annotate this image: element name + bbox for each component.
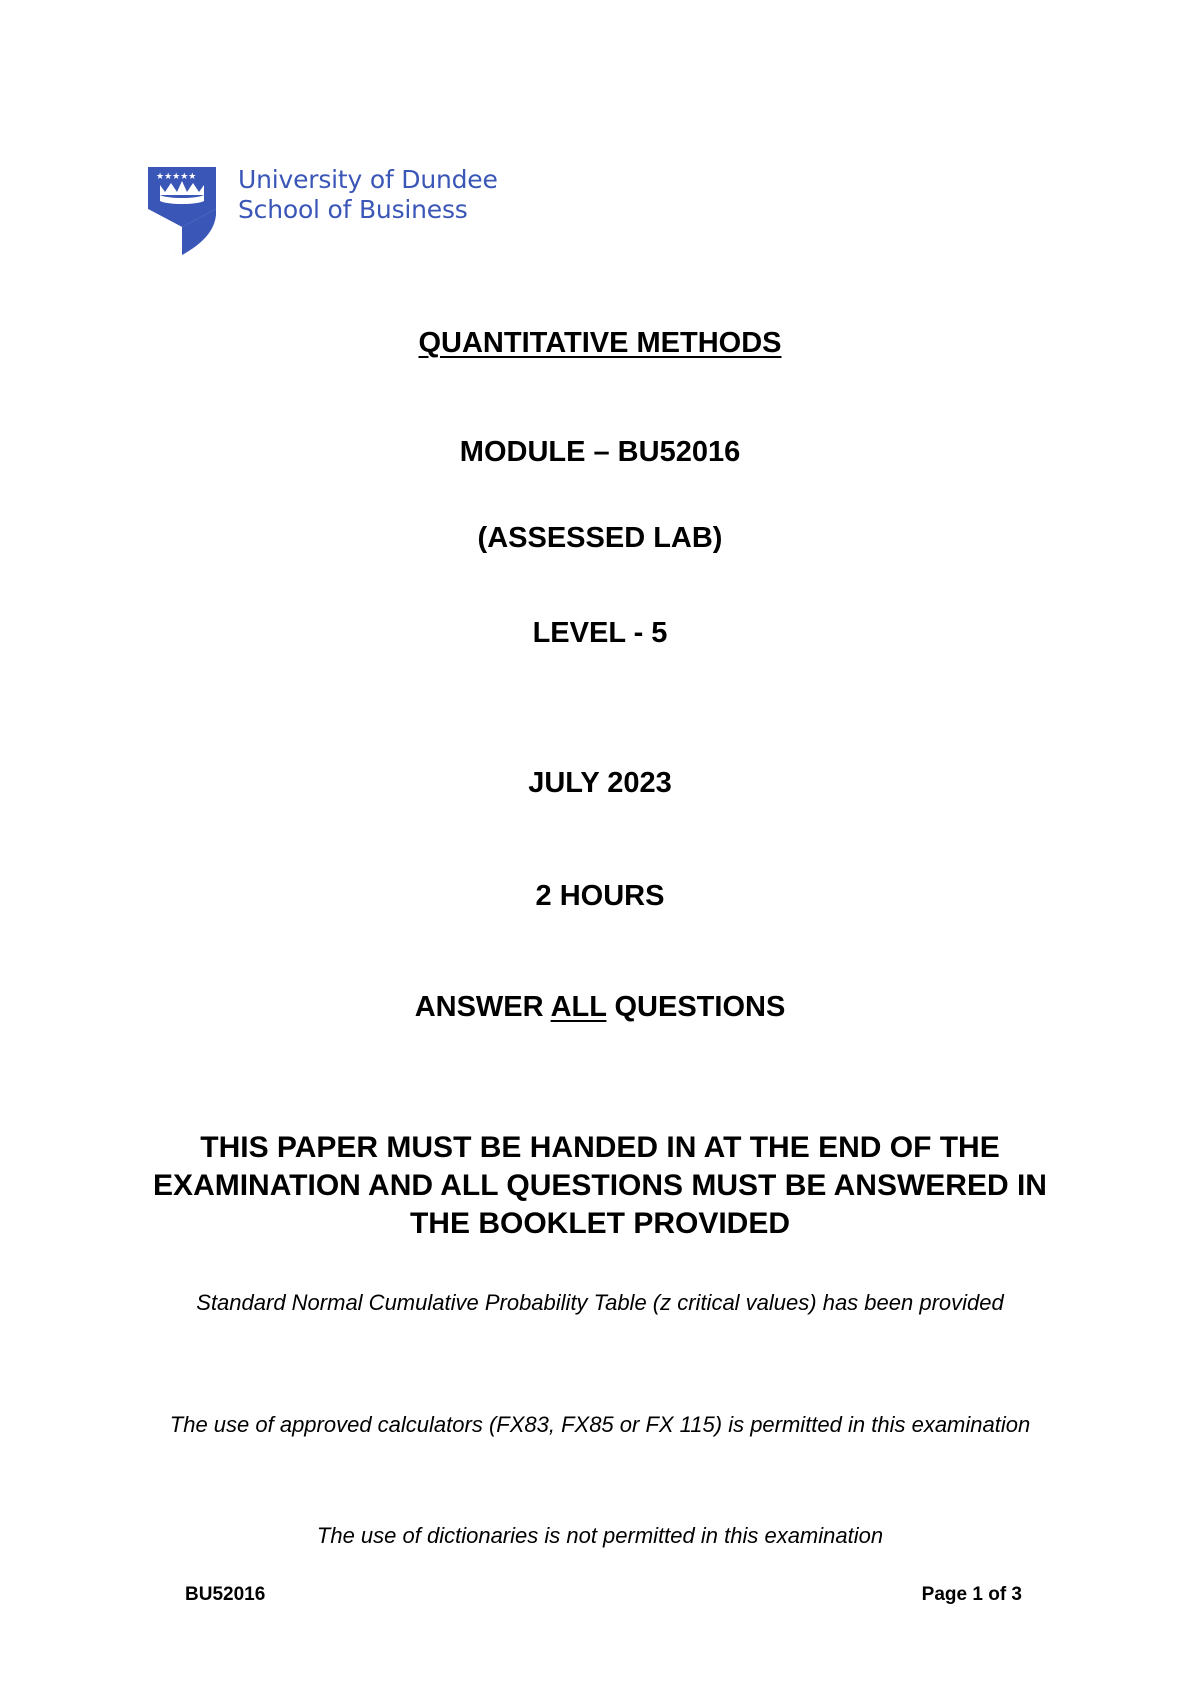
hand-in-warning: THIS PAPER MUST BE HANDED IN AT THE END OF THE EXAMINATION AND ALL QUESTIONS MUST BE ANSWERED IN THE BOOKLET PROVIDED [153,1131,1047,1240]
dictionary-note: The use of dictionaries is not permitted in this examination [316,1523,884,1548]
table-note: Standard Normal Cumulative Probability Table (z critical values) has been provided [196,1290,1004,1315]
module-code: MODULE – BU52016 [459,436,741,468]
footer-module-code: BU52016 [185,1584,266,1605]
svg-text:★★★★★: ★★★★★ [156,172,197,182]
instruction-prefix: ANSWER [414,991,551,1023]
dundee-shield-icon [146,165,218,257]
school-name: School of Business [238,195,468,224]
instruction-suffix: QUESTIONS [606,991,786,1023]
university-logo [146,165,506,260]
level: LEVEL - 5 [532,617,668,649]
footer-page-number: Page 1 of 3 [921,1584,1022,1605]
logo-wordmark [238,165,498,225]
answer-instruction [0,989,1200,1025]
instruction-emphasis: ALL [550,991,607,1023]
exam-date: JULY 2023 [528,767,672,799]
assessment-type: (ASSESSED LAB) [477,522,723,554]
exam-title: QUANTITATIVE METHODS [418,327,782,359]
calculator-note: The use of approved calculators (FX83, FX85 or FX 115) is permitted in this examination [169,1412,1031,1437]
university-name: University of Dundee [238,165,498,194]
exam-duration: 2 HOURS [535,880,665,912]
